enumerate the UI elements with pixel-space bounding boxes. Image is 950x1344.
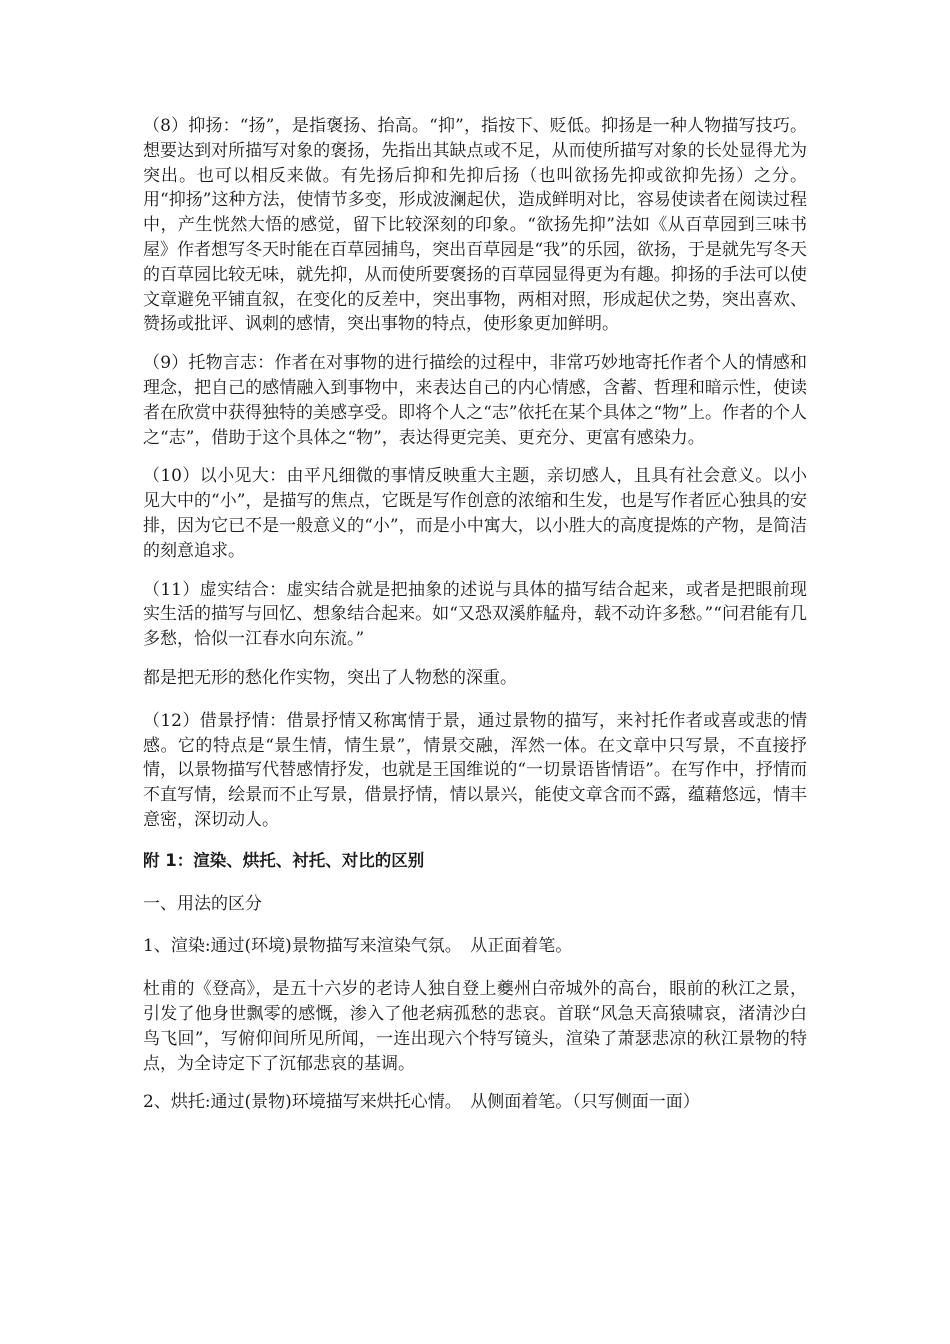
item-hongtuo: 2、烘托:通过(景物)环境描写来烘托心情。 从侧面着笔。（只写侧面一面）	[143, 1092, 700, 1113]
paragraph-10-yixiaojianda: （10）以小见大：由平凡细微的事情反映重大主题，亲切感人，且具有社会意义。以小见大中的“小”，是描写的焦点，它既是写作创意的浓缩和生发，也是写作者匠心独具的安排，因为它已不是一般意义的“小”，而是小中寓大，以小胜大的高度提炼的产物，是简洁的刻意追求。	[143, 466, 807, 561]
appendix-heading: 附 1：渲染、烘托、衬托、对比的区别	[143, 850, 425, 870]
paragraph-11-continued: 都是把无形的愁化作实物，突出了人物愁的深重。	[143, 667, 517, 688]
paragraph-9-tuowuyanzhi: （9）托物言志：作者在对事物的进行描绘的过程中，非常巧妙地寄托作者个人的情感和理念，把自己的感情融入到事物中，来表达自己的内心情感，含蓄、哲理和暗示性，使读者在欣赏中获得独特的美感享受。即将个人之“志”依托在某个具体之“物”上。作者的个人之“志”，借助于这个具体之“物”，表达得更完美、更充分、更富有感染力。	[143, 353, 807, 448]
item-xuanran: 1、渲染:通过(环境)景物描写来渲染气氛。 从正面着笔。	[143, 936, 573, 957]
section-heading-usage: 一、用法的区分	[143, 893, 262, 914]
item-xuanran-example: 杜甫的《登高》，是五十六岁的老诗人独自登上夔州白帝城外的高台，眼前的秋江之景，引发了他身世飘零的感慨，渗入了他老病孤愁的悲哀。首联“风急天高猿啸哀，渚清沙白鸟飞回”，写俯仰间所见所闻，一连出现六个特写镜头，渲染了萧瑟悲凉的秋江景物的特点，为全诗定下了沉郁悲哀的基调。	[143, 979, 807, 1074]
paragraph-11-xushijiehe: （11）虚实结合：虚实结合就是把抽象的述说与具体的描写结合起来，或者是把眼前现实生活的描写与回忆、想象结合起来。如“又恐双溪舴艋舟，载不动许多愁。”“问君能有几多愁，恰似一江春水向东流。”	[143, 579, 807, 650]
paragraph-8-yiyang: （8）抑扬：“扬”，是指褒扬、抬高。“抑”，指按下、贬低。抑扬是一种人物描写技巧。想要达到对所描写对象的褒扬，先指出其缺点或不足，从而使所描写对象的长处显得尤为突出。也可以相反来做。有先扬后抑和先抑后扬（也叫欲扬先抑或欲抑先扬）之分。用“抑扬”这种方法，使情节多变，形成波澜起伏，造成鲜明对比，容易使读者在阅读过程中，产生恍然大悟的感觉，留下比较深刻的印象。“欲扬先抑”法如《从百草园到三味书屋》作者想写冬天时能在百草园捕鸟，突出百草园是“我”的乐园，欲扬，于是就先写冬天的百草园比较无味，就先抑，从而使所要褒扬的百草园显得更为有趣。抑扬的手法可以使文章避免平铺直叙，在变化的反差中，突出事物，两相对照，形成起伏之势，突出喜欢、赞扬或批评、讽刺的感情，突出事物的特点，使形象更加鲜明。	[143, 116, 807, 335]
paragraph-12-jiejingshuqing: （12）借景抒情：借景抒情又称寓情于景，通过景物的描写，来衬托作者或喜或悲的情感。它的特点是“景生情，情生景”，情景交融，浑然一体。在文章中只写景，不直接抒情，以景物描写代替感情抒发，也就是王国维说的“一切景语皆情语”。在写作中，抒情而不直写情，绘景而不止写景，借景抒情，情以景兴，能使文章含而不露，蕴藉悠远，情丰意密，深切动人。	[143, 710, 807, 830]
